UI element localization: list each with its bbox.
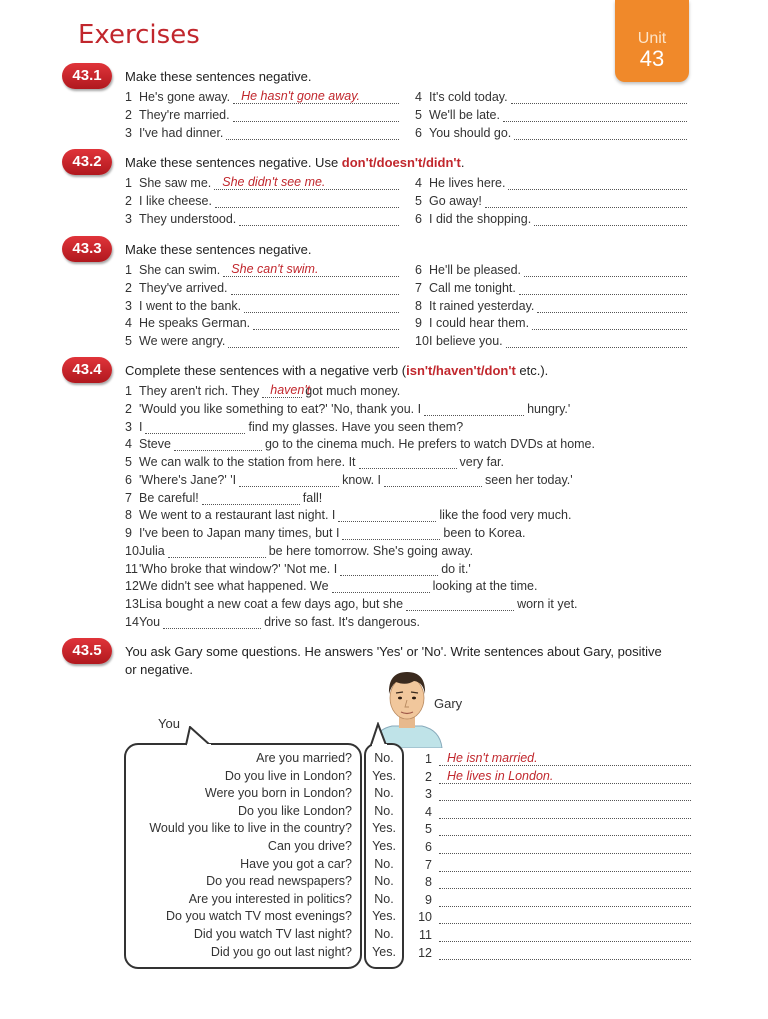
you-speech-bubble [124,743,362,969]
exercise-instruction-line1: You ask Gary some questions. He answers 'Yes' or 'No'. Write sentences about Gary, positive [125,644,662,659]
exercise-line [418,946,694,960]
exercise-line [125,126,402,140]
gary-answer: Yes. [372,821,396,836]
item-number: 2 [125,280,132,295]
gary-label: Gary [434,696,463,711]
exercise-line [418,893,694,907]
item-number: 11 [125,561,138,576]
sentence-part: worn it yet. [517,597,578,611]
item-sentence: He'll be pleased. [429,263,522,277]
exercise-line [415,316,690,330]
item-number: 4 [415,176,422,190]
exercise-line [415,126,690,140]
sentence-part: fall! [302,490,323,505]
answer-blank[interactable] [359,456,457,469]
answer-blank[interactable] [519,282,687,295]
item-sentence: They've arrived. [139,280,228,295]
gary-answer: No. [374,874,394,889]
item-number: 1 [125,176,132,190]
answer-blank[interactable] [174,438,262,451]
item-number: 11 [419,928,432,942]
answer-example: He hasn't gone away. [241,89,361,103]
answer-blank[interactable] [233,109,399,122]
item-number: 5 [415,107,422,122]
item-number: 6 [415,263,422,277]
gary-answer: Yes. [372,839,396,853]
exercise-line [125,90,402,104]
item-number: 4 [425,804,432,819]
item-number: 6 [415,125,422,140]
instruction-bold: don't/doesn't/didn't [341,155,461,170]
exercise-line [418,910,694,924]
question-text: Can you drive? [267,839,352,853]
answer-blank[interactable] [163,616,261,629]
gary-answer: No. [374,927,394,941]
exercise-line [125,384,400,398]
answer-blank[interactable] [226,127,399,140]
sentence-part: go to the cinema much. He prefers to watch DVDs at home. [264,437,595,452]
item-sentence: Go away! [429,193,482,208]
sentence-part: like the food very much. [439,508,572,523]
answer-blank[interactable] [215,195,399,208]
item-number: 7 [425,857,432,872]
answer-blank[interactable] [168,545,266,558]
item-sentence: I did the shopping. [429,211,532,226]
exercise-line [415,108,690,122]
exercise-line [125,299,402,313]
sentence-part: drive so fast. It's dangerous. [264,614,421,629]
gary-answer: Yes. [372,944,396,959]
item-number: 8 [125,508,132,523]
sentence-part: Steve [139,437,171,452]
exercise-line [125,473,573,487]
answer-blank[interactable] [439,859,691,872]
answer-blank[interactable] [439,806,691,819]
item-sentence: I've had dinner. [139,125,224,140]
exercise-instruction [125,363,548,378]
question-text: Are you married? [256,751,352,765]
sentence-part: do it.' [441,561,471,576]
exercise-badge-43-3: 43.3 [62,236,112,262]
answer-blank[interactable] [508,177,687,190]
sentence-part: 'Would you like something to eat?' 'No, thank you. I [139,401,422,416]
answer-blank[interactable] [514,127,687,140]
item-sentence: I could hear them. [429,316,530,331]
item-number: 2 [125,107,132,122]
exercise-line [125,455,504,469]
answer-blank[interactable] [223,264,399,277]
answer-blank[interactable] [485,195,687,208]
exercise-line [125,402,570,416]
sentence-part: Julia [139,543,165,558]
question-text: Do you like London? [238,803,352,818]
exercise-line [418,875,694,889]
item-number: 9 [415,316,422,331]
item-number: 5 [415,193,422,208]
instruction-text: Make these sentences negative. Use [125,155,342,170]
exercise-line [415,281,690,295]
exercise-line [418,840,694,854]
exercise-line [418,752,694,766]
sentence-part: We went to a restaurant last night. I [139,508,336,523]
sentence-part: seen her today.' [485,472,573,487]
item-number: 6 [415,211,422,226]
answer-blank[interactable] [262,383,311,398]
sentence-part: You [139,614,161,629]
item-number: 3 [125,211,132,226]
exercise-line [125,508,571,522]
item-sentence: He lives here. [429,176,506,190]
answer-example: She didn't see me. [222,175,326,189]
answer-blank[interactable] [503,109,687,122]
sentence-part: got much money. [305,384,401,398]
exercise-instruction: Make these sentences negative. [125,69,312,84]
item-number: 3 [125,419,132,434]
item-sentence: I believe you. [429,334,503,349]
sentence-part: been to Korea. [443,526,526,540]
sentence-part: Be careful! [139,490,199,505]
exercise-line [125,526,525,540]
exercise-line [125,108,402,122]
unit-number: 43 [639,46,665,71]
sentence-part: know. I [342,472,382,487]
answer-example: He lives in London. [447,768,554,783]
exercise-line [415,176,690,190]
answer-blank[interactable] [439,841,691,854]
instruction-text: Complete these sentences with a negative verb ( [125,363,407,378]
answer-blank[interactable] [239,213,399,226]
answer-blank[interactable] [439,947,691,960]
answer-blank[interactable] [439,768,691,784]
exercise-line [125,194,402,208]
answer-example: haven't [270,383,311,397]
sentence-part: Lisa bought a new coat a few days ago, but she [139,597,404,611]
answer-blank[interactable] [202,492,300,505]
unit-tab [615,0,689,82]
question-text: Have you got a car? [240,856,352,871]
question-text: Would you like to live in the country? [149,821,352,836]
item-number: 3 [425,787,432,802]
item-number: 5 [125,334,132,349]
item-number: 2 [125,401,132,416]
item-number: 1 [125,90,132,104]
answer-blank[interactable] [342,527,440,540]
item-number: 9 [425,892,432,907]
gary-answer: Yes. [372,909,396,924]
item-number: 1 [125,384,132,398]
answer-blank[interactable] [233,91,399,104]
item-sentence: He speaks German. [139,316,251,331]
item-number: 2 [125,193,132,208]
answer-blank[interactable] [524,264,687,277]
sentence-part: I [139,419,143,434]
answer-blank[interactable] [439,876,691,889]
exercise-line [125,212,402,226]
exercise-line [415,334,690,348]
answer-blank[interactable] [228,335,399,348]
item-number: 1 [125,263,132,277]
item-number: 4 [125,316,132,331]
exercise-line [125,334,402,348]
answer-blank[interactable] [439,911,691,924]
item-number: 12 [418,945,432,960]
item-number: 12 [125,579,139,594]
question-text: Do you live in London? [224,768,352,783]
answer-blank[interactable] [439,894,691,907]
item-sentence: We'll be late. [429,107,500,122]
question-text: Did you watch TV last night? [193,927,352,941]
item-number: 8 [425,875,432,890]
answer-blank[interactable] [424,403,524,416]
answer-blank[interactable] [214,177,399,190]
answer-blank[interactable] [253,317,399,330]
exercise-badge-43-1: 43.1 [62,63,112,89]
item-number: 2 [425,769,432,784]
item-number: 7 [125,490,132,505]
sentence-part: They aren't rich. They [139,384,260,398]
exercise-line [125,420,463,434]
item-sentence: You should go. [429,125,512,140]
item-sentence: It's cold today. [429,90,508,104]
sentence-part: 'Where's Jane?' 'I [139,472,237,487]
gary-answer: No. [374,803,394,818]
item-number: 14 [125,614,139,629]
sentence-part: very far. [459,455,505,469]
exercise-line [415,299,690,313]
answer-blank[interactable] [332,580,430,593]
exercise-line [125,281,402,295]
item-number: 8 [415,298,422,313]
bubble-tail [184,726,214,746]
item-number: 6 [125,472,132,487]
exercise-line [125,176,402,190]
exercise-line [418,858,694,872]
item-number: 6 [425,840,432,854]
answer-blank[interactable] [511,91,687,104]
exercise-badge-43-2: 43.2 [62,149,112,175]
exercise-line [418,770,694,784]
instruction-bold: isn't/haven't/don't [406,363,516,378]
exercise-line [415,212,690,226]
item-number: 1 [425,752,432,766]
item-sentence: We were angry. [139,334,226,349]
answer-blank[interactable] [439,753,691,766]
answer-blank[interactable] [244,300,399,313]
question-text: Were you born in London? [204,786,352,801]
exercise-line [415,263,690,277]
item-sentence: They're married. [139,107,230,122]
instruction-end: . [460,155,465,170]
exercise-line [418,822,694,836]
item-number: 4 [125,437,132,452]
gary-answer: Yes. [372,768,396,783]
exercise-line [415,194,690,208]
exercise-line [125,562,471,576]
sentence-part: We didn't see what happened. We [139,579,329,594]
answer-blank[interactable] [439,823,691,836]
item-number: 5 [125,455,132,469]
item-number: 10 [125,543,139,558]
exercise-line [125,579,537,593]
item-number: 3 [125,125,132,140]
exercise-line [415,90,690,104]
item-sentence: I like cheese. [139,193,212,208]
question-text: Are you interested in politics? [188,891,352,906]
answer-blank[interactable] [439,788,691,801]
item-number: 3 [125,298,132,313]
you-label: You [158,716,180,731]
exercise-line [125,597,578,611]
exercise-line [125,316,402,330]
exercise-line [125,437,595,451]
sentence-part: looking at the time. [432,579,538,594]
answer-blank[interactable] [506,335,687,348]
answer-blank[interactable] [406,598,514,611]
item-sentence: It rained yesterday. [429,298,535,313]
answer-blank[interactable] [231,282,399,295]
answer-blank[interactable] [439,929,691,942]
exercise-badge-43-5: 43.5 [62,638,112,664]
answer-example: He isn't married. [447,751,538,765]
item-number: 7 [415,280,422,295]
item-number: 4 [415,90,422,104]
item-number: 10 [418,910,432,925]
sentence-part: hungry.' [527,401,571,416]
sentence-part: 'Who broke that window?' 'Not me. I [139,561,338,576]
exercise-instruction: Make these sentences negative. [125,242,312,257]
question-text: Do you read newspapers? [206,874,352,889]
item-sentence: Call me tonight. [429,280,516,295]
gary-answer: No. [374,856,394,871]
exercise-line [125,263,402,277]
sentence-part: be here tomorrow. She's going away. [268,543,474,558]
answer-blank[interactable] [534,213,687,226]
question-text: Do you watch TV most evenings? [166,909,352,924]
gary-answer: No. [374,751,394,765]
answer-example: She can't swim. [231,262,319,276]
exercise-line [418,928,694,942]
question-text: Did you go out last night? [210,944,352,959]
item-number: 10 [415,334,429,349]
answer-blank[interactable] [340,563,438,576]
exercise-instruction-line2: or negative. [125,662,193,677]
item-sentence: She saw me. [139,176,212,190]
sentence-part: We can walk to the station from here. It [139,455,356,469]
answer-blank[interactable] [145,421,245,434]
exercise-line [418,787,694,801]
exercise-line [125,491,322,505]
gary-speech-bubble [364,743,404,969]
item-sentence: They understood. [139,211,237,226]
answer-blank[interactable] [239,474,339,487]
item-number: 13 [125,597,139,611]
answer-blank[interactable] [338,509,436,522]
instruction-end: etc.). [515,363,549,378]
item-sentence: I went to the bank. [139,298,242,313]
unit-label: Unit [637,30,667,47]
sentence-part: I've been to Japan many times, but I [139,526,340,540]
answer-blank[interactable] [532,317,687,330]
item-number: 5 [425,822,432,837]
answer-blank[interactable] [537,300,687,313]
page-title: Exercises [78,20,200,50]
sentence-part: find my glasses. Have you seen them? [248,419,464,434]
bubble-tail [368,722,392,746]
exercise-line [418,805,694,819]
item-sentence: He's gone away. [139,90,231,104]
answer-blank[interactable] [384,474,482,487]
exercise-line [125,615,420,629]
exercise-badge-43-4: 43.4 [62,357,112,383]
exercise-instruction [125,155,464,170]
gary-answer: No. [374,891,394,906]
exercise-line [125,544,473,558]
item-number: 9 [125,526,132,540]
item-sentence: She can swim. [139,263,221,277]
gary-answer: No. [374,786,394,801]
